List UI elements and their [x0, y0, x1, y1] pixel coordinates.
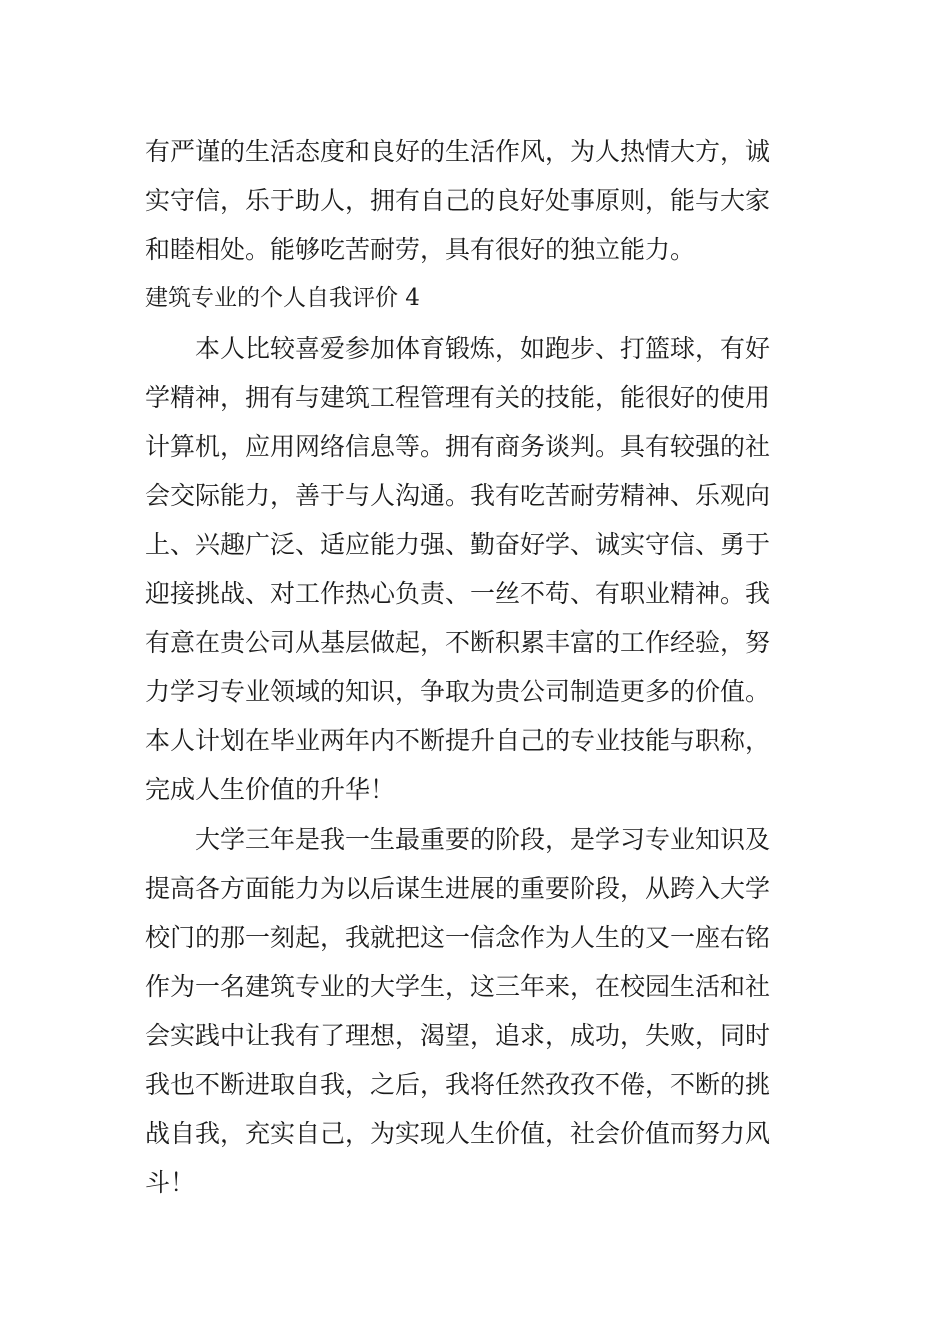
- paragraph-line: 会实践中让我有了理想，渴望，追求，成功，失败，同时: [145, 1021, 771, 1050]
- paragraph-line: 有意在贵公司从基层做起，不断积累丰富的工作经验，努: [145, 628, 771, 657]
- paragraph-line: 作为一名建筑专业的大学生，这三年来，在校园生活和社: [145, 972, 771, 1001]
- paragraph-line: 大学三年是我一生最重要的阶段，是学习专业知识及: [145, 825, 771, 854]
- continuation-paragraph: [145, 127, 807, 274]
- paragraph-line: 力学习专业领域的知识，争取为贵公司制造更多的价值。: [145, 677, 771, 706]
- paragraph-line: 校门的那一刻起，我就把这一信念作为人生的又一座右铭: [145, 923, 771, 952]
- paragraph-line: 完成人生价值的升华！: [145, 775, 396, 804]
- paragraph-line: 我也不断进取自我，之后，我将任然孜孜不倦，不断的挑: [145, 1070, 771, 1099]
- paragraph-line: 迎接挑战、对工作热心负责、一丝不苟、有职业精神。我: [145, 579, 771, 608]
- paragraph-line: 学精神，拥有与建筑工程管理有关的技能，能很好的使用: [145, 383, 771, 412]
- paragraph-line: 上、兴趣广泛、适应能力强、勤奋好学、诚实守信、勇于: [145, 530, 771, 559]
- paragraph-line: 和睦相处。能够吃苦耐劳，具有很好的独立能力。: [145, 235, 696, 264]
- paragraph-line: 有严谨的生活态度和良好的生活作风，为人热情大方，诚: [145, 137, 771, 166]
- section-heading: 建筑专业的个人自我评价 4: [145, 285, 420, 311]
- paragraph-1: [145, 324, 807, 814]
- paragraph-line: 实守信，乐于助人，拥有自己的良好处事原则，能与大家: [145, 186, 771, 215]
- paragraph-line: 计算机，应用网络信息等。拥有商务谈判。具有较强的社: [145, 432, 771, 461]
- paragraph-line: 斗！: [145, 1168, 196, 1197]
- paragraph-line: 战自我，充实自己，为实现人生价值，社会价值而努力风: [145, 1119, 771, 1148]
- paragraph-line: 提高各方面能力为以后谋生进展的重要阶段，从跨入大学: [145, 874, 771, 903]
- section-heading-block: [145, 274, 807, 323]
- paragraph-line: 本人计划在毕业两年内不断提升自己的专业技能与职称，: [145, 726, 771, 755]
- paragraph-2: [145, 815, 807, 1207]
- paragraph-line: 会交际能力，善于与人沟通。我有吃苦耐劳精神、乐观向: [145, 481, 771, 510]
- paragraph-line: 本人比较喜爱参加体育锻炼，如跑步、打篮球，有好: [145, 334, 771, 363]
